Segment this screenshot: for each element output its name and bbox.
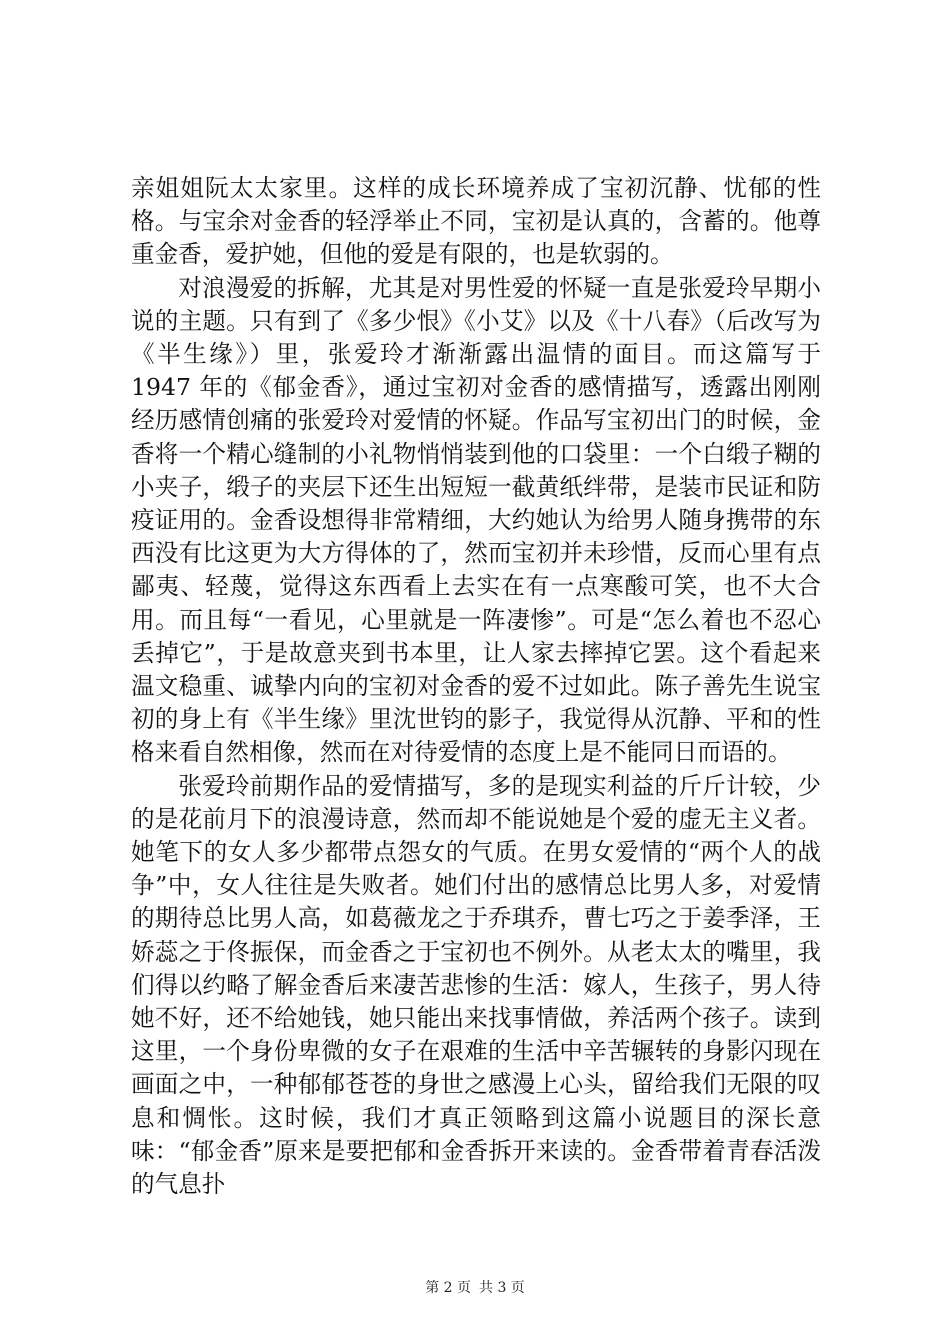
paragraph: 对浪漫爱的拆解，尤其是对男性爱的怀疑一直是张爱玲早期小说的主题。只有到了《多少恨》《小艾》以及《十八春》（后改写为《半生缘》）里，张爱玲才渐渐露出温情的面目。而这篇写于 1947 年的《郁金香》，通过宝初对金香的感情描写，透露出刚刚经历感情创痛的张爱玲对爱情的怀疑。作品写宝初出门的时候，金香将一个精心缝制的小礼物悄悄装到他的口袋里：一个白缎子糊的小夹子，缎子的夹层下还生出短短一截黄纸绊带，是装市民证和防疫证用的。金香设想得非常精细，大约她认为给男人随身携带的东西没有比这更为大方得体的了，然而宝初并未珍惜，反而心里有点鄙夷、轻蔑，觉得这东西看上去实在有一点寒酸可笑，也不大合用。而且每“一看见，心里就是一阵凄惨”。可是“怎么着也不忍心丢掉它”，于是故意夹到书本里，让人家去摔掉它罢。这个看起来温文稳重、诚挚内向的宝初对金香的爱不过如此。陈子善先生说宝初的身上有《半生缘》里沈世钧的影子，我觉得从沉静、平和的性格来看自然相像，然而在对待爱情的态度上是不能同日而语的。 — [131, 273, 821, 767]
page-number: 第 2 页 — [425, 1280, 471, 1296]
paragraph-continued: 亲姐姐阮太太家里。这样的成长环境养成了宝初沉静、忧郁的性格。与宝余对金香的轻浮举止不同，宝初是认真的，含蓄的。他尊重金香，爱护她，但他的爱是有限的，也是软弱的。 — [131, 174, 821, 269]
page-total: 共 3 页 — [479, 1280, 525, 1296]
page-footer — [0, 1277, 950, 1297]
article-body — [131, 172, 821, 1201]
paragraph: 张爱玲前期作品的爱情描写，多的是现实利益的斤斤计较，少的是花前月下的浪漫诗意，然而却不能说她是个爱的虚无主义者。她笔下的女人多少都带点怨女的气质。在男女爱情的“两个人的战争”中，女人往往是失败者。她们付出的感情总比男人多，对爱情的期待总比男人高，如葛薇龙之于乔琪乔，曹七巧之于姜季泽，王娇蕊之于佟振保，而金香之于宝初也不例外。从老太太的嘴里，我们得以约略了解金香后来凄苦悲惨的生活：嫁人，生孩子，男人待她不好，还不给她钱，她只能出来找事情做，养活两个孩子。读到这里，一个身份卑微的女子在艰难的生活中辛苦辗转的身影闪现在画面之中，一种郁郁苍苍的身世之感漫上心头，留给我们无限的叹息和惆怅。这时候，我们才真正领略到这篇小说题目的深长意味：“郁金香”原来是要把郁和金香拆开来读的。金香带着青春活泼的气息扑 — [131, 771, 821, 1199]
